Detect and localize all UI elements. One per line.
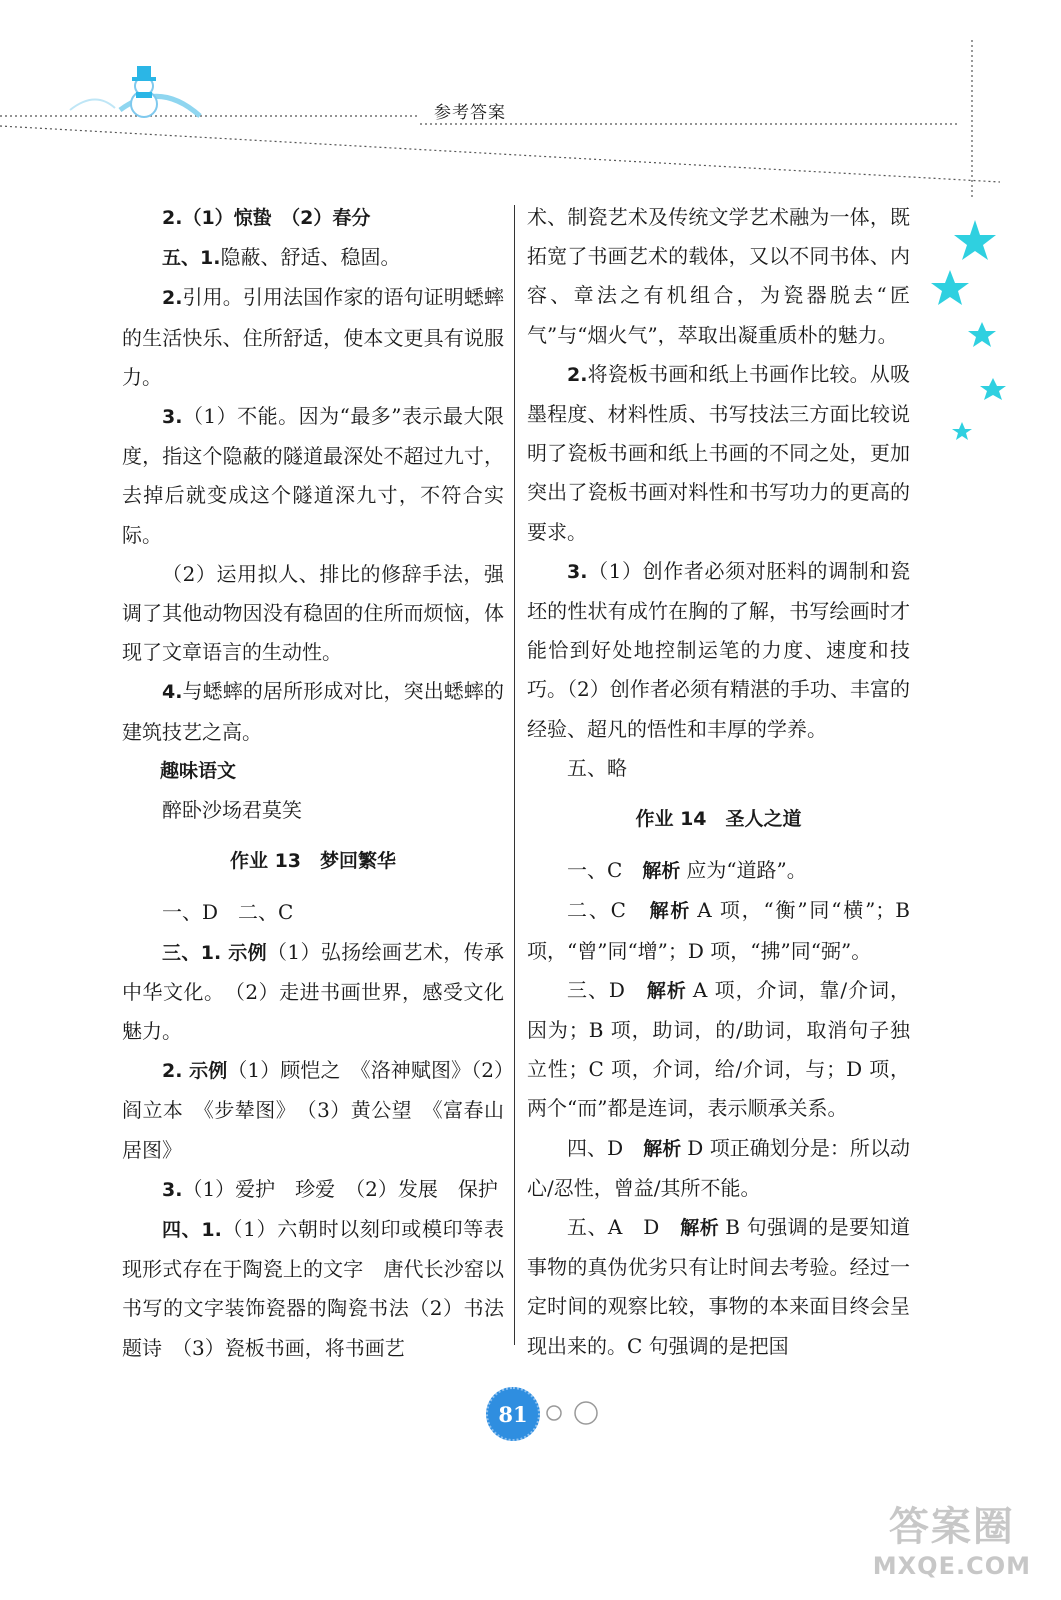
star-icon (954, 220, 996, 260)
star-decorations (920, 210, 1020, 450)
answer-paragraph: 五、A D 解析 B 句强调的是要知道事物的真伪优劣只有让时间去考验。经过一定时间的观察比较，事物的本来面目终会呈现出来的。C 句强调的是把国 (527, 1215, 910, 1358)
header-dotted-line-diagonal (0, 126, 1000, 182)
answer-paragraph: 2. 示例（1）顾恺之 《洛神赋图》（2）阎立本 《步辇图》 （3）黄公望 《富春山居图》 (122, 1058, 504, 1162)
star-icon (952, 422, 972, 440)
running-header-title: 参考答案 (434, 103, 506, 123)
answer-paragraph: 3.（1）不能。因为“最多”表示最大限度，指这个隐蔽的隧道最深处不超过九寸，去掉后就变成这个隧道深九寸，不符合实际。 (122, 404, 504, 547)
fun-chinese-answer: 醉卧沙场君莫笑 (162, 798, 302, 823)
page-number: 81 (486, 1387, 540, 1441)
star-icon (980, 378, 1006, 400)
answer-paragraph: （2）运用拟人、排比的修辞手法，强调了其他动物因没有稳固的住所而烦恼，体现了文章语言的生动性。 (122, 561, 504, 665)
homework-14-title: 作业 14 圣人之道 (635, 808, 802, 831)
header-decoration (0, 0, 1061, 200)
star-icon (931, 270, 969, 305)
column-divider (514, 205, 515, 1345)
answer-paragraph: 二、C 解析 A 项，“衡”同“横”；B 项，“曾”同“增”；D 项，“拂”同“弼”。 (527, 898, 910, 963)
section-title-fun-chinese: 趣味语文 (160, 759, 237, 782)
answer-paragraph: 三、D 解析 A 项，介词，靠/介词，因为；B 项，助词，的/助词，取消句子独立性；C 项，介词，给/介词，与；D 项，两个“而”都是连词，表示顺承关系。 (527, 977, 911, 1121)
answer-paragraph: 3.（1）创作者必须对胚料的调制和瓷坯的性状有成竹在胸的了解，书写绘画时才能恰到好处地控制运笔的力度、速度和技巧。（2）创作者必须有精湛的手功、丰富的经验、超凡的悟性和丰厚的学养。 (527, 558, 910, 741)
right-column (527, 198, 910, 1366)
answer-line: 2.（1）惊蛰 （2）春分 (162, 207, 371, 229)
answer-line: 一、D 二、C (162, 900, 294, 925)
homework-13-title: 作业 13 梦回繁华 (229, 850, 397, 873)
answer-paragraph: 四、1.（1）六朝时以刻印或模印等表现形式存在于陶瓷上的文字 唐代长沙窑以书写的文字装饰瓷器的陶瓷书法（2）书法 题诗 （3）瓷板书画，将书画艺 (122, 1217, 524, 1360)
answer-paragraph: 2.引用。引用法国作家的语句证明蟋蟀的生活快乐、住所舒适，使本文更具有说服力。 (122, 285, 504, 389)
snowman-icon (70, 66, 200, 117)
answer-line: 五、略 (567, 755, 627, 780)
answer-paragraph: 一、C 解析 应为“道路”。 (567, 858, 807, 883)
answer-paragraph: 4.与蟋蟀的居所形成对比，突出蟋蟀的建筑技艺之高。 (122, 679, 504, 744)
star-icon (968, 322, 996, 347)
answer-paragraph: 三、1. 示例（1）弘扬绘画艺术，传承中华文化。 （2）走进书画世界，感受文化魅力。 (122, 939, 504, 1044)
answer-paragraph: 2.将瓷板书画和纸上书画作比较。从吸墨程度、材料性质、书写技法三方面比较说明了瓷板书画和纸上书画的不同之处，更加突出了瓷板书画对料性和书写功力的更高的要求。 (527, 361, 910, 544)
answer-paragraph: 四、D 解析 D 项正确划分是：所以动心/忍性，曾益/其所不能。 (527, 1135, 910, 1200)
answer-line: 3.（1）爱护 珍爱 （2）发展 保护 (162, 1176, 498, 1201)
left-column (122, 198, 524, 1368)
page-number-decoration (540, 1398, 610, 1428)
answer-paragraph-continued: 术、制瓷艺术及传统文学艺术融为一体，既拓宽了书画艺术的载体，又以不同书体、内容、章法之有机组合，为瓷器脱去“匠气”与“烟火气”，萃取出凝重质朴的魅力。 (527, 205, 910, 347)
answer-line: 五、1.隐蔽、舒适、稳固。 (162, 245, 401, 270)
watermark-logo: 答案圈 MXQE.COM (872, 1504, 1031, 1580)
